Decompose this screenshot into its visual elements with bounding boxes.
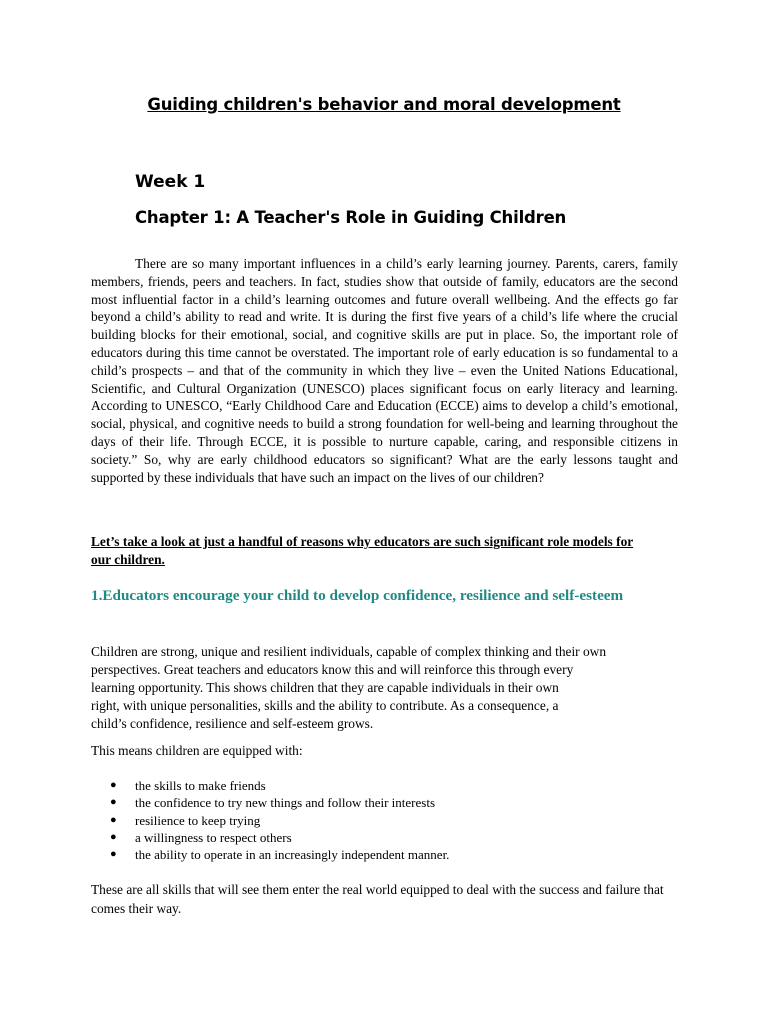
section-paragraph — [91, 643, 681, 733]
chapter-heading: Chapter 1: A Teacher's Role in Guiding Children — [135, 208, 567, 227]
bullet-icon: ● — [110, 796, 117, 809]
bullet-icon: ● — [110, 779, 117, 791]
bullet-icon: ● — [110, 848, 117, 861]
list-item — [110, 812, 449, 829]
list-item-text: resilience to keep trying — [135, 812, 261, 828]
list-item — [110, 829, 449, 846]
section-paragraph-line: learning opportunity. This shows children that they are capable individuals in their own — [91, 680, 559, 695]
section-paragraph-line: perspectives. Great teachers and educators know this and will reinforce this through every — [91, 662, 574, 677]
list-item-text: a willingness to respect others — [135, 829, 292, 845]
skills-list — [110, 777, 449, 863]
closing-paragraph: These are all skills that will see them enter the real world equipped to deal with the success and failure that comes their way. — [91, 882, 664, 916]
document-title: Guiding children's behavior and moral development — [147, 95, 621, 114]
week-heading: Week 1 — [135, 172, 206, 192]
list-item-text: the ability to operate in an increasingly independent manner. — [135, 847, 450, 863]
list-item-text: the skills to make friends — [135, 778, 266, 793]
section-paragraph-line: Children are strong, unique and resilient individuals, capable of complex thinking and their own — [91, 644, 607, 659]
bullet-icon: ● — [110, 813, 117, 826]
list-lead: This means children are equipped with: — [91, 743, 303, 758]
list-item — [110, 846, 449, 863]
intro-paragraph: There are so many important influences in a child’s early learning journey. Parents, carers, family members, friends, peers and teachers. In fact, studies show that outside of family, educators are the second most influential factor in a child’s learning outcomes and future overall wellbeing. And the effects go far beyond a child’s ability to read and write. It is during the first five years of a child’s life where the crucial building blocks for their emotional, social, and cognitive skills are put in place. So, the important role of educators during this time cannot be overstated. The important role of early education is so fundamental to a child’s prospects – and that of the community in which they live – even the United Nations Educational, Scientific, and Cultural Organization (UNESCO) places significant focus on early literacy and learning. According to UNESCO, “Early Childhood Care and Education (ECCE) aims to develop a child’s emotional, social, physical, and cognitive needs to build a strong foundation for well-being and learning throughout the days of their life. Through ECCE, it is possible to nurture capable, caring, and responsible citizens in society.” So, why are early childhood educators so significant? What are the early lessons taught and supported by these individuals that have such an impact on the lives of our children? — [91, 256, 678, 485]
list-item-text: the confidence to try new things and follow their interests — [135, 795, 436, 811]
bullet-icon: ● — [110, 830, 117, 843]
list-item — [110, 794, 449, 811]
section-paragraph-line: right, with unique personalities, skills and the ability to contribute. As a consequence, a — [91, 698, 559, 713]
reasons-intro: Let’s take a look at just a handful of reasons why educators are such significant role models for our children. — [91, 534, 634, 567]
list-item — [110, 777, 449, 794]
section-paragraph-line: child’s confidence, resilience and self-esteem grows. — [91, 716, 374, 731]
section-heading: 1.Educators encourage your child to develop confidence, resilience and self-esteem — [91, 587, 624, 604]
